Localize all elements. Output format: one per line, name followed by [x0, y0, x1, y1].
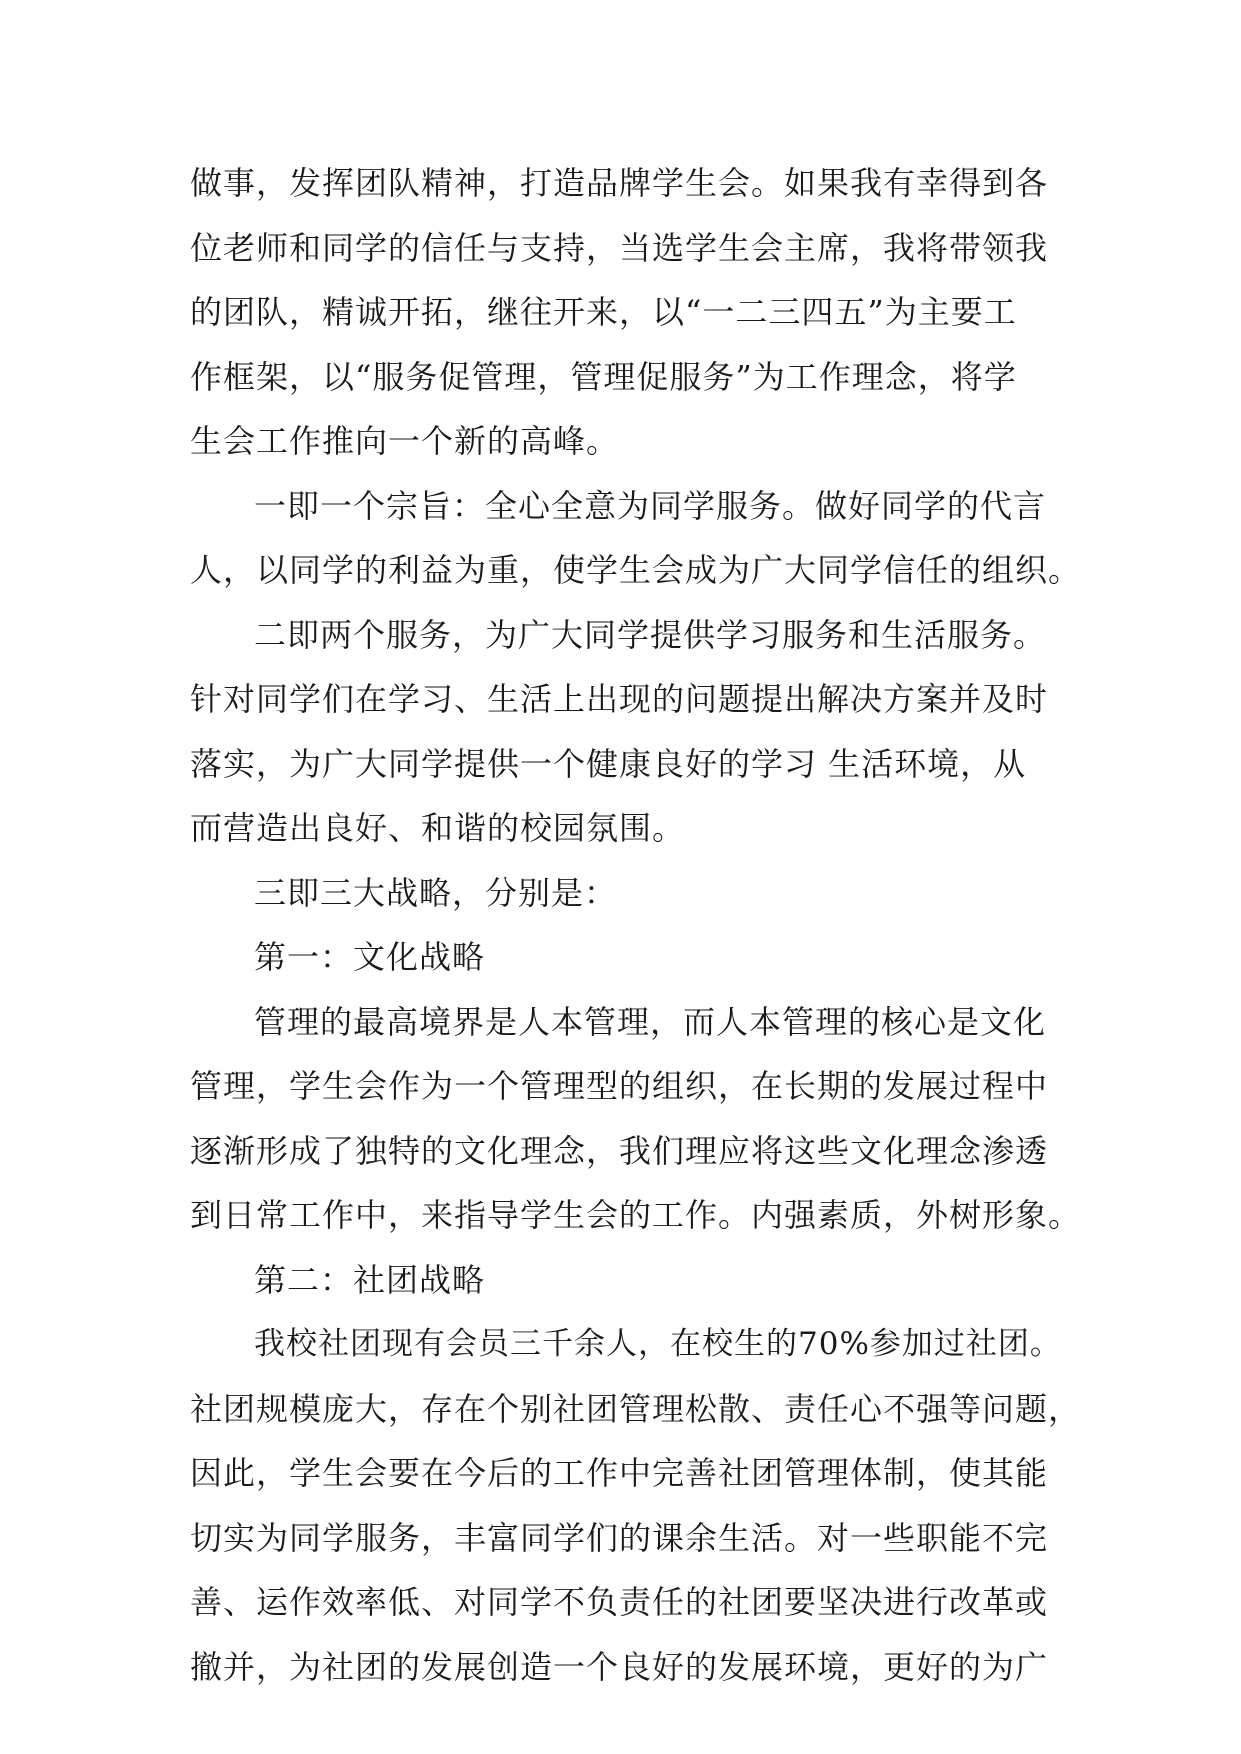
text-line: 到日常工作中，来指导学生会的工作。内强素质，外树形象。	[190, 1196, 1082, 1234]
text-line: 一即一个宗旨：全心全意为同学服务。做好同学的代言	[254, 486, 1047, 525]
text-line: 撤并，为社团的发展创造一个良好的发展环境，更好的为广	[190, 1647, 1049, 1686]
text-line: 位老师和同学的信任与支持，当选学生会主席，我将带领我	[190, 228, 1049, 267]
text-line: 做事，发挥团队精神，打造品牌学生会。如果我有幸得到各	[190, 164, 1049, 202]
text-line: 落实，为广大同学提供一个健康良好的学习 生活环境，从	[190, 744, 1027, 783]
text-line: 善、运作效率低、对同学不负责任的社团要坚决进行改革或	[190, 1583, 1049, 1621]
text-line: 生会工作推向一个新的高峰。	[190, 422, 620, 460]
document-body	[190, 158, 1082, 1706]
text-line: 管理的最高境界是人本管理，而人本管理的核心是文化	[254, 1002, 1047, 1041]
text-line: 因此，学生会要在今后的工作中完善社团管理体制，使其能	[190, 1454, 1049, 1492]
text-line: 二即两个服务，为广大同学提供学习服务和生活服务。	[254, 615, 1047, 654]
text-line: 我校社团现有会员三千余人，在校生的70%参加过社团。	[254, 1326, 1062, 1362]
text-line: 而营造出良好、和谐的校园氛围。	[190, 809, 686, 847]
text-line: 作框架，以“服务促管理，管理促服务”为工作理念，将学	[190, 357, 1017, 396]
text-line: 的团队，精诚开拓，继往开来，以“一二三四五”为主要工	[190, 293, 1017, 331]
text-line: 三即三大战略，分别是：	[254, 873, 618, 912]
text-line: 针对同学们在学习、生活上出现的问题提出解决方案并及时	[190, 680, 1049, 718]
text-line: 第二：社团战略	[254, 1260, 486, 1299]
text-line: 社团规模庞大，存在个别社团管理松散、责任心不强等问题，	[190, 1389, 1082, 1428]
text-line: 管理，学生会作为一个管理型的组织，在长期的发展过程中	[190, 1067, 1049, 1105]
text-line: 切实为同学服务，丰富同学们的课余生活。对一些职能不完	[190, 1518, 1049, 1557]
text-line: 第一：文化战略	[254, 938, 486, 976]
text-line: 人，以同学的利益为重，使学生会成为广大同学信任的组织。	[190, 551, 1082, 589]
text-line: 逐渐形成了独特的文化理念，我们理应将这些文化理念渗透	[190, 1131, 1049, 1170]
